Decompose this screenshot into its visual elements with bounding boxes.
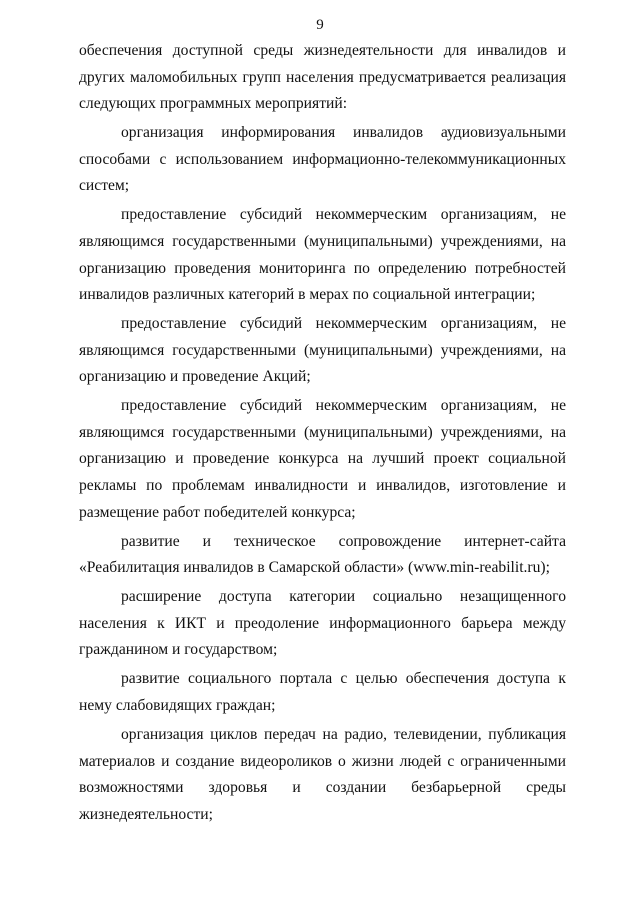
- paragraph-item-contest-subsidy: предоставление субсидий некоммерческим организациям, не являющимся государственными (муниципальными) учреждениями, на организацию и проведение конкурса на лучший проект социальной рекламы по проблемам инвалидности и инвалидов, изготовление и размещение работ победителей конкурса;: [79, 397, 566, 521]
- paragraph-item-social-portal: развитие социального портала с целью обеспечения доступа к нему слабовидящих граждан;: [79, 670, 566, 714]
- paragraph-item-monitoring-subsidy: предоставление субсидий некоммерческим организациям, не являющимся государственными (муниципальными) учреждениями, на организацию проведения мониторинга по определению потребностей инвалидов различных категорий в мерах по социальной интеграции;: [79, 206, 566, 304]
- paragraph-item-ict-access: расширение доступа категории социально незащищенного населения к ИКТ и преодоление информационного барьера между гражданином и государством;: [79, 588, 566, 659]
- paragraph-item-website: развитие и техническое сопровождение интернет-сайта «Реабилитация инвалидов в Самарской области» (www.min-reabilit.ru);: [79, 532, 566, 577]
- paragraph-intro: обеспечения доступной среды жизнедеятельности для инвалидов и других маломобильных групп населения предусматривается реализация следующих программных мероприятий:: [79, 42, 566, 113]
- paragraph-item-actions-subsidy: предоставление субсидий некоммерческим организациям, не являющимся государственными (муниципальными) учреждениями, на организацию и проведение Акций;: [79, 315, 566, 386]
- document-body: [79, 38, 566, 831]
- page-number: 9: [316, 17, 324, 33]
- paragraph-item-media-programs: организация циклов передач на радио, телевидении, публикация материалов и создание видеороликов о жизни людей с ограниченными возможностями здоровья и создании безбарьерной среды жизнедеятельности;: [79, 725, 566, 823]
- paragraph-item-audiovisual: организация информирования инвалидов аудиовизуальными способами с использованием информационно-телекоммуникационных систем;: [79, 124, 566, 195]
